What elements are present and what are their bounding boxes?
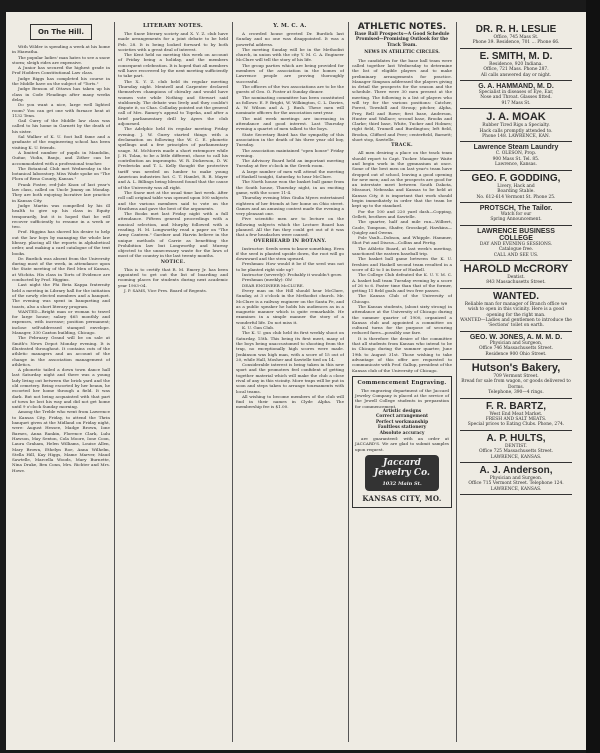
paragraph: The basket ball game between the K. U. freshies and Haskell second team resulted in a score of 42 to 5 in favor of Haskell.: [352, 256, 452, 272]
column-rule: [348, 22, 349, 742]
paragraph: The Snow literary society and X. Y. Z. club have made arrangements for a joint debate to be held Feb. 28. It is being looked forward to by both societies with a great deal of interest.: [118, 31, 228, 52]
advertisement-line: Rubber Tired Rigs a Specialty.: [482, 123, 550, 129]
advertisement-line: 900 Mass St. Tel. 85.: [492, 156, 540, 162]
advertisement-line: DAY AND EVENING SESSIONS.: [479, 241, 553, 247]
ymca-heading: Y. M. C. A.: [273, 23, 307, 29]
on-the-hill-heading: On The Hill.: [30, 24, 92, 40]
column-on-the-hill: [12, 22, 110, 742]
on-the-hill-body: [12, 44, 110, 473]
advertisement-line: Office, 745 Mass St.: [493, 35, 539, 40]
column-advertisements: [460, 22, 572, 742]
column-athletic-notes: [352, 22, 452, 742]
advertisement-line: No. 612-614 Vermont St. Phone 25.: [476, 194, 556, 200]
advertisement-line: All calls answered day or night.: [480, 72, 552, 78]
paragraph: The mid week meetings are increasing in attendance and good interest. Last Thursday evening a quartet of men talked to the boys.: [236, 115, 344, 132]
advertisement-line: Office 725 Massachusetts Street.: [479, 449, 553, 455]
paragraph: With Wilder is spending a week at his home in Hiawatha.: [12, 44, 110, 55]
paragraph: Freshman: How would it be if the seed was not to be planted right side up?: [236, 261, 344, 272]
jaccard-text: The engraving department of the Jaccard Jewelry Company is placed at the service of the Jewell College students in preparation for commencement.: [355, 387, 449, 409]
jaccard-bullet: Artistic designs: [382, 409, 422, 415]
paragraph: Do you want a nice, large well lighted room? You can get one with furnace heat at 1132 Tenn.: [12, 102, 110, 118]
page-edge: [586, 0, 600, 753]
advertisement-line: LAWRENCE, KANSAS.: [490, 454, 542, 460]
column-rule: [456, 22, 457, 742]
advertisement: [460, 399, 572, 431]
paragraph: The Kent held no meeting this week on account of Friday being a holiday, and the members consequent celebration. It is hoped that all members will have recovered by the next meeting sufficiently to take part.: [118, 52, 228, 79]
paragraph: The association maintained "open house" Friday evening.: [236, 147, 344, 158]
advertisement-line: Livery, Hack and: [497, 183, 535, 189]
advertisements-list: [460, 22, 572, 495]
paragraph: The Kansas Club of the University of Chicago.: [352, 293, 452, 304]
paragraph: The K. U. gun club held its first weekly shoot on Saturday, 15th. This being its first meet, many of the boys being unaccustomed to shooting from the trap, no exceptionally high scores were made. Jenkinson was high man, with a score of 15 out of 20, while Hall, Mosher and Sawtelle tied on 14.: [236, 330, 344, 362]
advertisement-title: A. J. Anderson,: [479, 465, 553, 477]
athletic-subheading-2: NEWS IN ATHLETIC CIRCLES.: [364, 50, 440, 56]
advertisement-line: Phone 148. LAWRENCE, KAN.: [482, 134, 550, 140]
advertisement: [460, 332, 572, 360]
advertisement-line: Residence, 920 Indiana.: [489, 61, 543, 67]
advertisement: [460, 203, 572, 226]
paragraph: The North house won the basket ball game from the South house, Thursday night, in an exciting game, with the score 11-4.: [236, 179, 344, 195]
paragraph: The X. Y. Z. club held its regular meeting Thursday night. Mentzell and Carpenter declared themselves champions of chivalry and would have women vote while Nothing and Stewart said stubbornly. The debate was lively and they couldn't dispute it, so Chas. Colladay pointed out the general call of Mrs. Ramey's appeal to Topeka, and after a brief parliamentary drill by Ayers the club adjourned.: [118, 78, 228, 127]
paragraph: A large number of men will attend the meeting of Haskell tonight, Saturday, to hear McClure.: [236, 168, 344, 180]
athletic-body: [352, 58, 452, 373]
jaccard-bullet: Perfect workmanship: [375, 419, 429, 425]
advertisement-title: Lawrence Steam Laundry: [473, 144, 559, 152]
paragraph: This is to certify that R. M. Emery Jr. has been appointed to get out the list of boarding and rooming places for students during next academic year 1903-04.: [118, 266, 228, 288]
paragraph: TRACK.: [391, 143, 413, 149]
paragraph: Judge Martin was compelled by his ill health to give up his class in Equity temporarily, but it is hoped that he will recover sufficiently to resume in a week or two.: [12, 202, 110, 230]
advertisement: [460, 463, 572, 495]
advertisement: [460, 226, 572, 261]
paragraph: The Advisory Board held an important meeting Tuesday at five o'clock in the Greek room.: [236, 158, 344, 169]
column-literary-notes: [118, 22, 228, 742]
advertisement-line: FRESH AND SALT MEATS.: [485, 417, 547, 423]
column-rule: [114, 22, 115, 742]
advertisement-line: 917 Mass St.: [501, 100, 531, 106]
paragraph: Pole Vault—Dobson, and Whipple. Hammer, Shot Put and Discus—Collins and Fertig.: [352, 235, 452, 246]
advertisement-title: E. SMITH, M. D.: [479, 50, 553, 62]
paragraph: Every man on the Hill should hear McClure, Sunday, at 3 o'clock in the Methodist church. Mr. McClure is a railway engineer on the Santa Fe, and as a public speaker he holds his audiences as in a magnetic manner which is quite remarkable. He examines in a simple manner the story of a wonderful life. Do not miss it.: [236, 287, 344, 325]
paragraph: Considerable interest is being taken in this new sport and the promoters feel confident of getting together material which will make the club a close rival of any in this vicinity. More traps will be put in soon and steps taken to arrange tournaments with local teams.: [236, 362, 344, 394]
paragraph: The Athletic Board, at last week's meeting, sanctioned the eastern baseball trip.: [352, 245, 452, 257]
advertisement-title: LAWRENCE BUSINESS COLLEGE: [477, 227, 555, 242]
advertisement-line: Phone 39. Residence, 701 ... Phone 66.: [472, 40, 560, 46]
advertisement: [460, 109, 572, 142]
paragraph: Gail Curry of the Middle law class was called to his home in Garnett by the death of his sister.: [12, 118, 110, 134]
paragraph: Dr. Burdick was absent from the University during most of the week, in attendance upon the State meeting of the Red Men of Kansas, at Wichita. His class in Torts of Evidence are conducted by Prof. Higgins.: [12, 255, 110, 283]
jaccard-bullet: Faultless stationery: [377, 425, 427, 431]
advertisement-title: J. A. MOAK: [486, 111, 546, 124]
advertisement: [460, 49, 572, 81]
paragraph: All wishing to become members of the club will find in their names in Clyde Alpha. The membership fee is $1.00.: [236, 393, 344, 410]
paragraph: Judge Benson of Ottawa has taken up his class in Code Pleadings after many weeks delay.: [12, 86, 110, 102]
advertisement-line: Office 746 Massachusetts Street.: [479, 346, 553, 352]
athletic-subheading: Base Ball Prospects—A Good Schedule Promised—Promising Outlook for the Track Team.: [354, 32, 450, 48]
paragraph: The College Club defeated the K. U. Y. M. C. A. basket ball team Tuesday evening by a score of 26 to 6. Faster time than that of the former, getting 11 field goals and two free passes.: [352, 272, 452, 294]
advertisement-line: Office 715 Vermont Street. Telephone 124.: [468, 481, 564, 487]
advertisement-line: West End Meat Market.: [489, 411, 543, 417]
paragraph: NOTICE.: [160, 259, 186, 265]
advertisement-line: 709 Vermont Street.: [493, 374, 539, 379]
jaccard-brand-logo: [365, 455, 439, 491]
paragraph: The Botanical Club met Wednesday in the botanical laboratory. Miss Wade spoke on "The Flora of Reno County, Kansas.": [12, 165, 110, 182]
athletic-notes-heading: ATHLETIC NOTES.: [357, 22, 447, 32]
advertisement-title: Hutson's Bakery,: [471, 362, 561, 374]
paragraph: It is therefore the desire of the committee that all students from Kansas who intend to be in Chicago during the summer quarter, June 19th to August 31st. Those wishing to take advantage of this offer are requested to communicate with Prof. Gallup, president of the Kansas club of the University of Chicago.: [352, 335, 452, 373]
paragraph: Freshman (meekly): Oh!: [242, 277, 293, 283]
paragraph: Instructor (severely): Probably it wouldn't grow.: [242, 272, 343, 278]
advertisement: [460, 22, 572, 49]
jaccard-address: 1032 Main St.: [382, 480, 422, 487]
paragraph: A phonetic tailed a down town dance hall last Saturday night and there was a young lady living out between the brick yard and the old cemetery. Being escorted by her beaux, he escorted her home through a field. It was dark. But not being acquainted with that part of town he lost his way and did not get home until 9 o'clock Sunday morning.: [12, 367, 110, 410]
paragraph: The candidates for the base ball team were called together last Wednesday to determine the list of eligible players and to make preliminary arrangements for practice. Manager Simpson addressed the players giving in detail the prospects for the season and the schedule. There were 30 men present at the meeting. The following is a list of players who will try for the various positions: Catcher, Forest, Townhill and Stroup; pitcher, Alpha, Frey, Bell and Rowe; first base, Anderson, Hunter and Wallace; second base, Brooks and Clarke; third base, White, Tucker and Holmes; right field, Trumell and Burdington; left field, Brodon, Clifford and Peer; centerfield, Barnett; short stop, Sawtelle.: [352, 57, 452, 143]
paragraph: The Adelphic held its regular meeting Friday evening. J. W. Gurry started things with a declamation on following the W. C. E. phonetic spellings and a few principles of parliamentary usage. M. McMorris made a short extempore while J. H. Tolan, to be a little different, chose to call his contribution an impromptu. W. R. Dickerson, D. W. Fredericks and T. L. Kelly thought the protective tariff was needed on lumber to make young American industries hot. C. T. Hamlet, R. B. Mayer and A. L. Billings being blessed found that the cause of the University was all right.: [118, 126, 228, 190]
literary-notes-heading: LITERARY NOTES.: [143, 23, 203, 29]
advertisement-line: Physician and Surgeon,: [489, 340, 543, 346]
advertisement-line: Office, 721 Mass. Phone 287.: [483, 67, 549, 73]
paragraph: Among the Treble who went from Lawrence to Kansas City, Friday, to attend the Thrin banquet given at the Midland on Friday night, were: August Hessee, Madge Brown, Ione Barnes, Anna Rankin, Florence Clark, Lulu Hawson, May Sexton, Cola Moore, Ione Coon, Laura Graham, Helen Williams, Louise Allen, Mary Brown, Ethelyn Roe, Anna Wilhelm, Stella Hill, Kay Higgs, Mame Marver, Maud Sawtelle, Marcella Woods, Mary Burnette, Nina Drake, Ben Conn, Mrs. Richter and Mrs. Howe.: [12, 409, 110, 473]
advertisement-title: G. A. HAMMAND, M. D.: [478, 83, 554, 91]
advertisement-title: A. P. HULTS,: [486, 432, 546, 444]
paragraph: For the 100 and 220 yard dash—Copping, Gellett, brothers and Sawtelle.: [352, 208, 452, 219]
paragraph: Thursday evening Miss Giulia Myers entertained eighteen of her friends at her home on Ohio street. Games and an amusing contest made the evening a very pleasant one.: [236, 195, 344, 217]
advertisement-line: DENTIST.: [505, 443, 527, 449]
advertisement-title: HAROLD McCRORY: [463, 262, 569, 275]
advertisement-line: WANTED—Ladies and gentlemen to introduce the 'Sections' toilet on earth.: [460, 317, 572, 329]
column-rule: [232, 22, 233, 742]
advertisement: [460, 261, 572, 289]
advertisement-line: Watch for our: [500, 211, 532, 217]
advertisement-line: Dentist.: [507, 274, 525, 280]
paragraph: A crowded house greeted Dr. Burdick last Sunday and no one was disappointed. It was a powerful address.: [236, 31, 344, 47]
advertisement: [460, 171, 572, 203]
advertisement-line: Bread for sale from wagon, or goods delivered to Dorms.: [461, 379, 571, 390]
literary-notes-body: [118, 31, 228, 293]
jaccard-advertisement: [352, 376, 452, 508]
advertisement: [460, 289, 572, 332]
paragraph: Sal Walker of K. U. foot ball fame and a graduate of the engineering school has been visiting K. U. friends.: [12, 134, 110, 150]
advertisement-title: DR. R. H. LESLIE: [475, 24, 557, 35]
paragraph: The nominating committee has been constituted as follows: E. P. Bright, W. Wilkington, C. L. Davies, A. W. Wilson and A. J. Bush. These men will nominate officers for the association next year.: [236, 94, 344, 116]
advertisement-line: Spring Announcement.: [490, 217, 542, 223]
jaccard-bullet: Correct arrangement: [375, 414, 429, 420]
paragraph: All men desiring a place on the track team should report to Capt. Tucker. Manager Waite and begin work in the gymnasium at once. Some of the best men on last year's team have dropped out of school, leaving a good opening for new men; and as the prospects are good for an interstate meet between South Dakota, Missouri, Nebraska and Kansas to be held at Kansas City, it is important that work should begin immediately in order that the team be kept up to the standard.: [352, 150, 452, 209]
paragraph: The Snow met at the usual time last week. After roll call original table was opened upon 500 subjects and the various members said to vote on the Heathens and gave the best of the arguments.: [118, 189, 228, 211]
paragraph: A Junior has secured the highest grade in Prof Hodders Constitutional Law class.: [12, 65, 110, 76]
paragraph: OVERHEARD IN BOTANY.: [253, 238, 327, 244]
paragraph: The officers of the two associations are to be the guests of Geo. O. Foster at Sunday dinner.: [236, 83, 344, 95]
paragraph: The meeting Sunday will be in the Methodist church, in union with the city Y. M. C. A. Engineer McClure will tell the story of his life.: [236, 46, 344, 63]
ymca-body: [236, 31, 344, 410]
advertisement-title: GEO. W. JONES, A. M. M. D.: [469, 333, 563, 341]
advertisement-line: Special prices to Eating Clubs. Phone, 274.: [467, 422, 565, 428]
advertisement-title: WANTED.: [492, 290, 540, 302]
advertisement-line: Lawrence, Kansas.: [495, 162, 537, 168]
paragraph: The quarter, half and mile run—Wilbert, Caole, Tompson, Shafer, Grosskopf, Hawkins—Quigley and Owens.: [352, 219, 452, 235]
paragraph: WANTED—Bright man or woman to travel for large house; salary $65 monthly and expenses, with increase; position permanent; inclose self-addressed stamped envelope. Manager, 330 Caxton building, Chicago.: [12, 308, 110, 336]
advertisement-line: Hack calls promptly attended to.: [479, 128, 553, 134]
jaccard-bullet: Absolute accuracy: [379, 430, 425, 436]
paragraph: The Books met last Friday night with a full attendance. Fifteen general proceedings with a musical selection, and Murphy followed with a reading. H. M. Longworthy read a paper on "The Army Canteen." Gardner and Harvin believe in the unique methods of Carrie as benefiting the Prohibition law but Longworthy and Murray objected to the unnecessary waste for the laws of most of the country in the last twenty months.: [118, 211, 228, 259]
advertisement-line: Residence 900 Ohio Street.: [485, 351, 547, 357]
advertisement-line: Telephone, 390—4 rings.: [488, 390, 544, 396]
advertisement-line: Nose and Throat. Glasses fitted.: [480, 95, 552, 101]
advertisement: [460, 360, 572, 399]
advertisement-line: Catalogue free.: [498, 247, 534, 253]
jaccard-footer: are guaranteed: with an order at JACCARD'S. We are glad to submit samples upon request.: [355, 436, 449, 452]
paragraph: Frank Foster, red-Jule Knox of last year's law class, called on Uncle Jimmy on Monday. They are both enjoying lucrative law practice in Kansas City.: [12, 181, 110, 203]
paragraph: The Kansas students, (about sixty strong) in attendance at the University of Chicago during the summer quarter of 1900, organized a Kansas club and appointed a committee on cultural turns for the purpose of securing reduced fares—possibly one fare.: [352, 303, 452, 336]
paragraph: Last night the Phi Beta Kappa fraternity held a meeting in Library hall for the initiation of the newly elected members and a banquet. The evening was spent in banqueting and toasts, also a short literary program.: [12, 282, 110, 309]
paragraph: Judge Riggs has completed his course in the Middle have on the subject of "Torts.": [12, 75, 110, 87]
advertisement-line: Boarding Stable.: [497, 189, 535, 195]
paragraph: The popular ladies' man hates to see a snow storm; sleigh rides are expensive.: [12, 54, 110, 65]
advertisement-line: CALL AND SEE US.: [493, 252, 539, 258]
paragraph: The group parties which are being provided for members of the association in the homes of Lawrence people are proving thoroughly successful.: [236, 62, 344, 84]
advertisement-line: LAWRENCE, KANSAS.: [490, 486, 542, 492]
advertisement-line: 843 Massachusetts Street.: [486, 280, 546, 286]
paragraph: K. U. Gun Club.: [242, 325, 275, 331]
advertisement-title: F. R. BARTZ,: [486, 400, 546, 412]
paragraph: State Secretary Baird has the sympathy of this association in the death of his three year old boy, Tuesday.: [236, 131, 344, 148]
paragraph: Five scientific men are to lecture on the following subjects which the Lecture Board has planned. All the fun they could get out of it was that a few headaches were caused.: [236, 216, 344, 238]
paragraph: J. P. SAMS, Vice Pres. Board of Regents.: [124, 287, 208, 293]
advertisement-line: Reliable man for manager of Branch office we wish to open in this vicinity. Here is a good opening for the right man.: [464, 301, 568, 318]
advertisement-line: C. OLESON, Prop.: [495, 151, 537, 157]
jaccard-brand: Jaccard Jewelry Co.: [373, 457, 431, 478]
jaccard-title: Commencement Engraving.: [357, 379, 447, 386]
advertisement-line: Physician and Surgeon.: [489, 476, 543, 482]
paragraph: DEAR ENGINEER McCLURE.: [242, 282, 304, 288]
advertisement-line: Specialist in diseases of Eye, Ear,: [478, 90, 554, 96]
jaccard-city: KANSAS CITY, MO.: [362, 493, 442, 503]
paragraph: Instructor: Seeds seem to know something. Even if the seed is planted upside down, the root will go downward and the stem upward.: [236, 245, 344, 262]
paragraph: Prof. Higgins has shoved his desire to help out the law boys by managing the whole law library, placing all the reports in alphabetical order, and making a card catalogue of the text books.: [12, 229, 110, 256]
advertisement-title: GEO. F. GODDING,: [471, 172, 561, 184]
paragraph: The February Grand will be on sale at Smith's News Depot Monday evening. It is illustrated throughout. It contains cuts of the athletic managers and an account of the change in the association management of athletics.: [12, 335, 110, 367]
advertisement: [460, 431, 572, 463]
column-ymca: [236, 22, 344, 742]
newspaper-page: [6, 12, 588, 750]
paragraph: A limited number of pupils in Mandolin, Guitar, Violin, Banjo, and Zither can be accommodated with a professional teacher.: [12, 149, 110, 166]
advertisement: [460, 81, 572, 109]
advertisement-title: PROTSCH, The Tailor.: [479, 204, 553, 212]
jaccard-bullets: [355, 409, 449, 436]
advertisement: [460, 142, 572, 170]
